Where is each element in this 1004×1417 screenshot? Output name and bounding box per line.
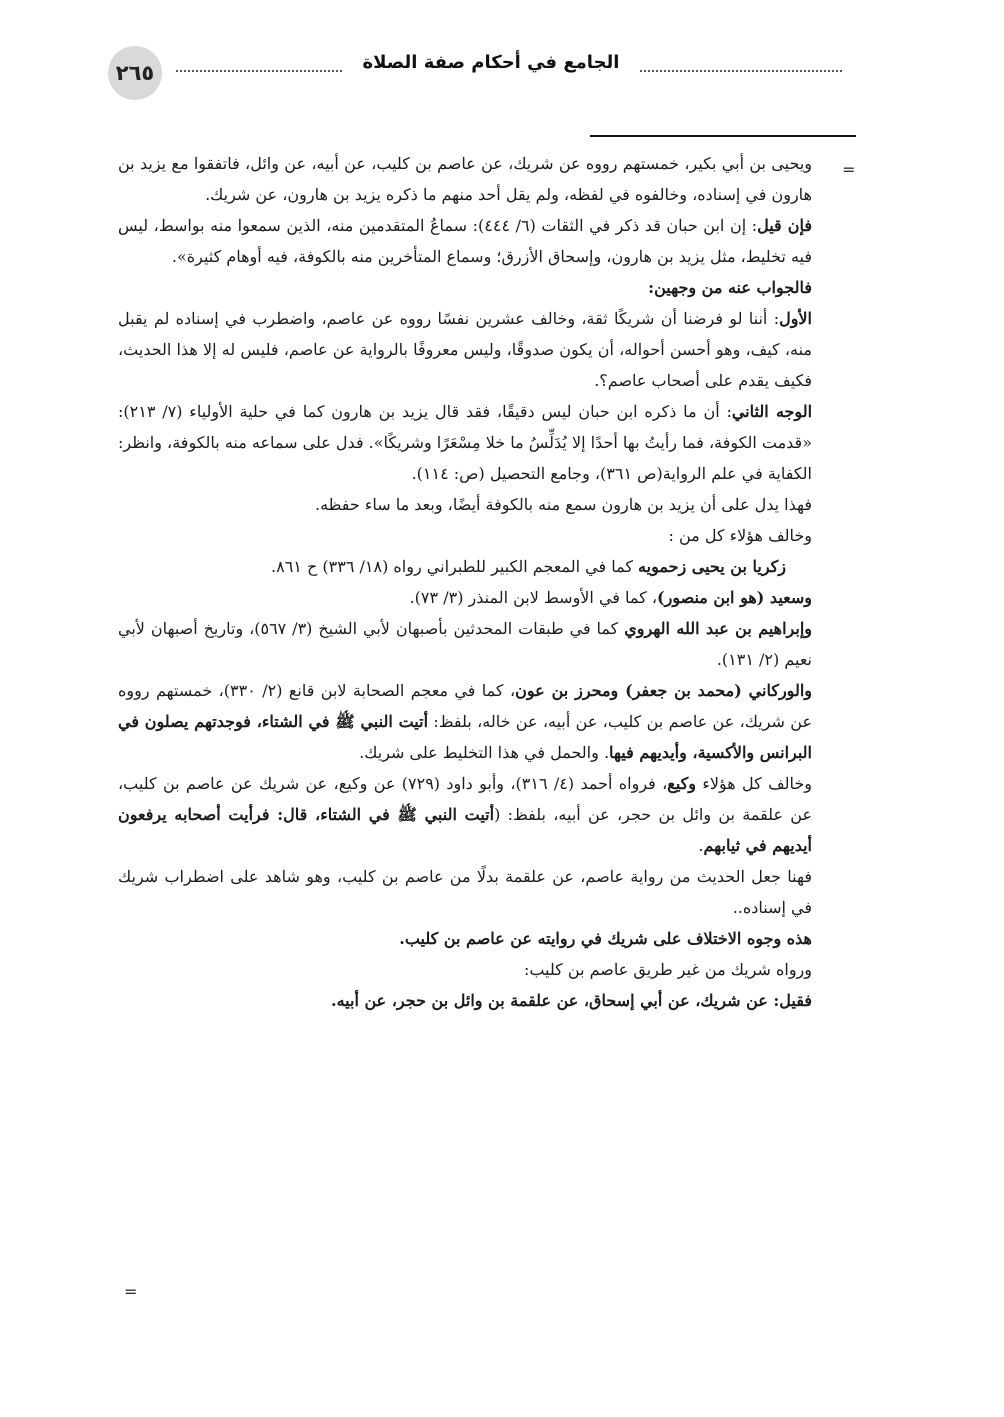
- section-summary: هذه وجوه الاختلاف على شريك في روايته عن عاصم بن كليب.: [399, 929, 812, 948]
- header-dotted-leader-right: [640, 56, 842, 72]
- header-dotted-leader-left: [176, 56, 342, 72]
- paragraph: [118, 303, 812, 396]
- narrator-name: والوركاني (محمد بن جعفر) ومحرز بن عون: [515, 681, 812, 700]
- paragraph-text: : أن ما ذكره ابن حبان ليس دقيقًا، فقد قال يزيد بن هارون كما في حلية الأولياء (٧/ ٢١٣): «قدمت الكوفة، فما رأيتُ بها أحدًا إلا يُدَلِّسُ ما خلا مِسْعَرًا وشريكًا». فدل على سماعه منه بالكوفة، وانظر: الكفاية في علم الرواية(ص ٣٦١)، وجامع التحصيل (ص: ١١٤).: [118, 402, 812, 483]
- paragraph-text: ، كما في الأوسط لابن المنذر (٣/ ٧٣).: [409, 588, 658, 607]
- paragraph: [118, 210, 812, 272]
- paragraph: [118, 954, 812, 985]
- narrator-name: وسعيد (هو ابن منصور): [657, 588, 812, 607]
- paragraph-text: ، كما في معجم الصحابة لابن قانع (٢/ ٣٣٠)، خمستهم رووه عن شريك، عن عاصم بن كليب، عن أبيه، عن خاله، بلفظ:: [118, 681, 812, 731]
- paragraph: [118, 768, 812, 861]
- paragraph: [118, 489, 812, 520]
- narrator-name: زكريا بن يحيى زحمويه: [638, 557, 786, 576]
- paragraph-lead: الوجه الثاني: [731, 402, 813, 421]
- narrator-name: وإبراهيم بن عبد الله الهروي: [624, 619, 812, 638]
- paragraph: [118, 675, 812, 768]
- paragraph: [118, 861, 812, 923]
- paragraph-text: .: [698, 836, 704, 855]
- paragraph-text: ورواه شريك من غير طريق عاصم بن كليب:: [523, 960, 812, 979]
- paragraph-text: فهنا جعل الحديث من رواية عاصم، عن علقمة بدلًا من عاصم بن كليب، وهو شاهد على اضطراب شريك في إسناده..: [118, 867, 813, 917]
- paragraph-text: كما في المعجم الكبير للطبراني رواه (١٨/ ٣٣٦) ح ٨٦١.: [271, 557, 639, 576]
- section-heading: فالجواب عنه من وجهين:: [648, 278, 812, 297]
- paragraph-text: : أننا لو فرضنا أن شريكًا ثقة، وخالف عشرين نفسًا رووه عن عاصم، واضطرب في إسناده لم يقبل منه، كيف، وهو أحسن أحواله، أن يكون صدوقًا، وليس معروفًا بالرواية عن عاصم، فليس له إلا هذا الحديث، فكيف يقدم على أصحاب عاصم؟.: [118, 309, 812, 390]
- continuation-marker-top: =: [842, 160, 856, 179]
- footnote-text-body: [118, 148, 812, 1016]
- paragraph-text: فهذا يدل على أن يزيد بن هارون سمع منه بالكوفة أيضًا، وبعد ما ساء حفظه.: [314, 495, 812, 514]
- narrator-name: وكيع: [667, 774, 696, 793]
- paragraph-text: ويحيى بن أبي بكير، خمستهم رووه عن شريك، عن عاصم بن كليب، عن أبيه، عن وائل، فاتفقوا مع يزيد بن هارون في إسناده، وخالفوه في لفظه، ولم يقل أحد منهم ما ذكره يزيد بن هارون، عن شريك.: [118, 154, 813, 204]
- paragraph: [118, 520, 812, 551]
- paragraph-lead: الأول: [779, 309, 812, 328]
- paragraph-text: : إن ابن حبان قد ذكر في الثقات (٦/ ٤٤٤): سماعُ المتقدمين منه، الذين سمعوا منه بواسط، ليس فيه تخليط، مثل يزيد بن هارون، وإسحاق الأزرق؛ وسماع المتأخرين منه بالكوفة، فيه أوهام كثيرة».: [118, 216, 812, 266]
- paragraph: [118, 613, 812, 675]
- paragraph-text: ، فرواه أحمد (٤/ ٣١٦)، وأبو داود (٧٢٩) عن وكيع، عن شريك عن عاصم بن كليب، عن علقمة بن وائل بن حجر، عن أبيه، بلفظ: (: [118, 774, 812, 824]
- paragraph: [118, 551, 812, 582]
- book-title: الجامع في أحكام صفة الصلاة: [362, 52, 620, 73]
- footnote-separator-rule: [590, 135, 856, 137]
- hadith-wording: أتيت النبي ﷺ في الشتاء، قال: فرأيت أصحابه يرفعون أيديهم في ثيابهم: [118, 805, 812, 855]
- paragraph: [118, 582, 812, 613]
- page-header: [0, 0, 1004, 110]
- paragraph-lead: فقيل: عن شريك، عن أبي إسحاق، عن علقمة بن وائل بن حجر، عن أبيه.: [331, 991, 812, 1010]
- continuation-marker-bottom: =: [124, 1282, 138, 1301]
- page-number: ٢٦٥: [115, 61, 155, 85]
- paragraph-text: وخالف كل هؤلاء: [695, 774, 812, 793]
- page-number-badge: [108, 46, 162, 100]
- paragraph-text: . والحمل في هذا التخليط على شريك.: [359, 743, 610, 762]
- paragraph: [118, 272, 812, 303]
- paragraph: [118, 148, 812, 210]
- paragraph: [118, 396, 812, 489]
- paragraph-lead: فإن قيل: [757, 216, 813, 235]
- paragraph-text: كما في طبقات المحدثين بأصبهان لأبي الشيخ (٣/ ٥٦٧)، وتاريخ أصبهان لأبي نعيم (٢/ ١٣١).: [118, 619, 812, 669]
- paragraph-text: وخالف هؤلاء كل من :: [668, 526, 812, 545]
- hadith-wording: أتيت النبي ﷺ في الشتاء، فوجدتهم يصلون في البرانس والأكسية، وأيديهم فيها: [118, 712, 812, 762]
- paragraph: [118, 985, 812, 1016]
- paragraph: [118, 923, 812, 954]
